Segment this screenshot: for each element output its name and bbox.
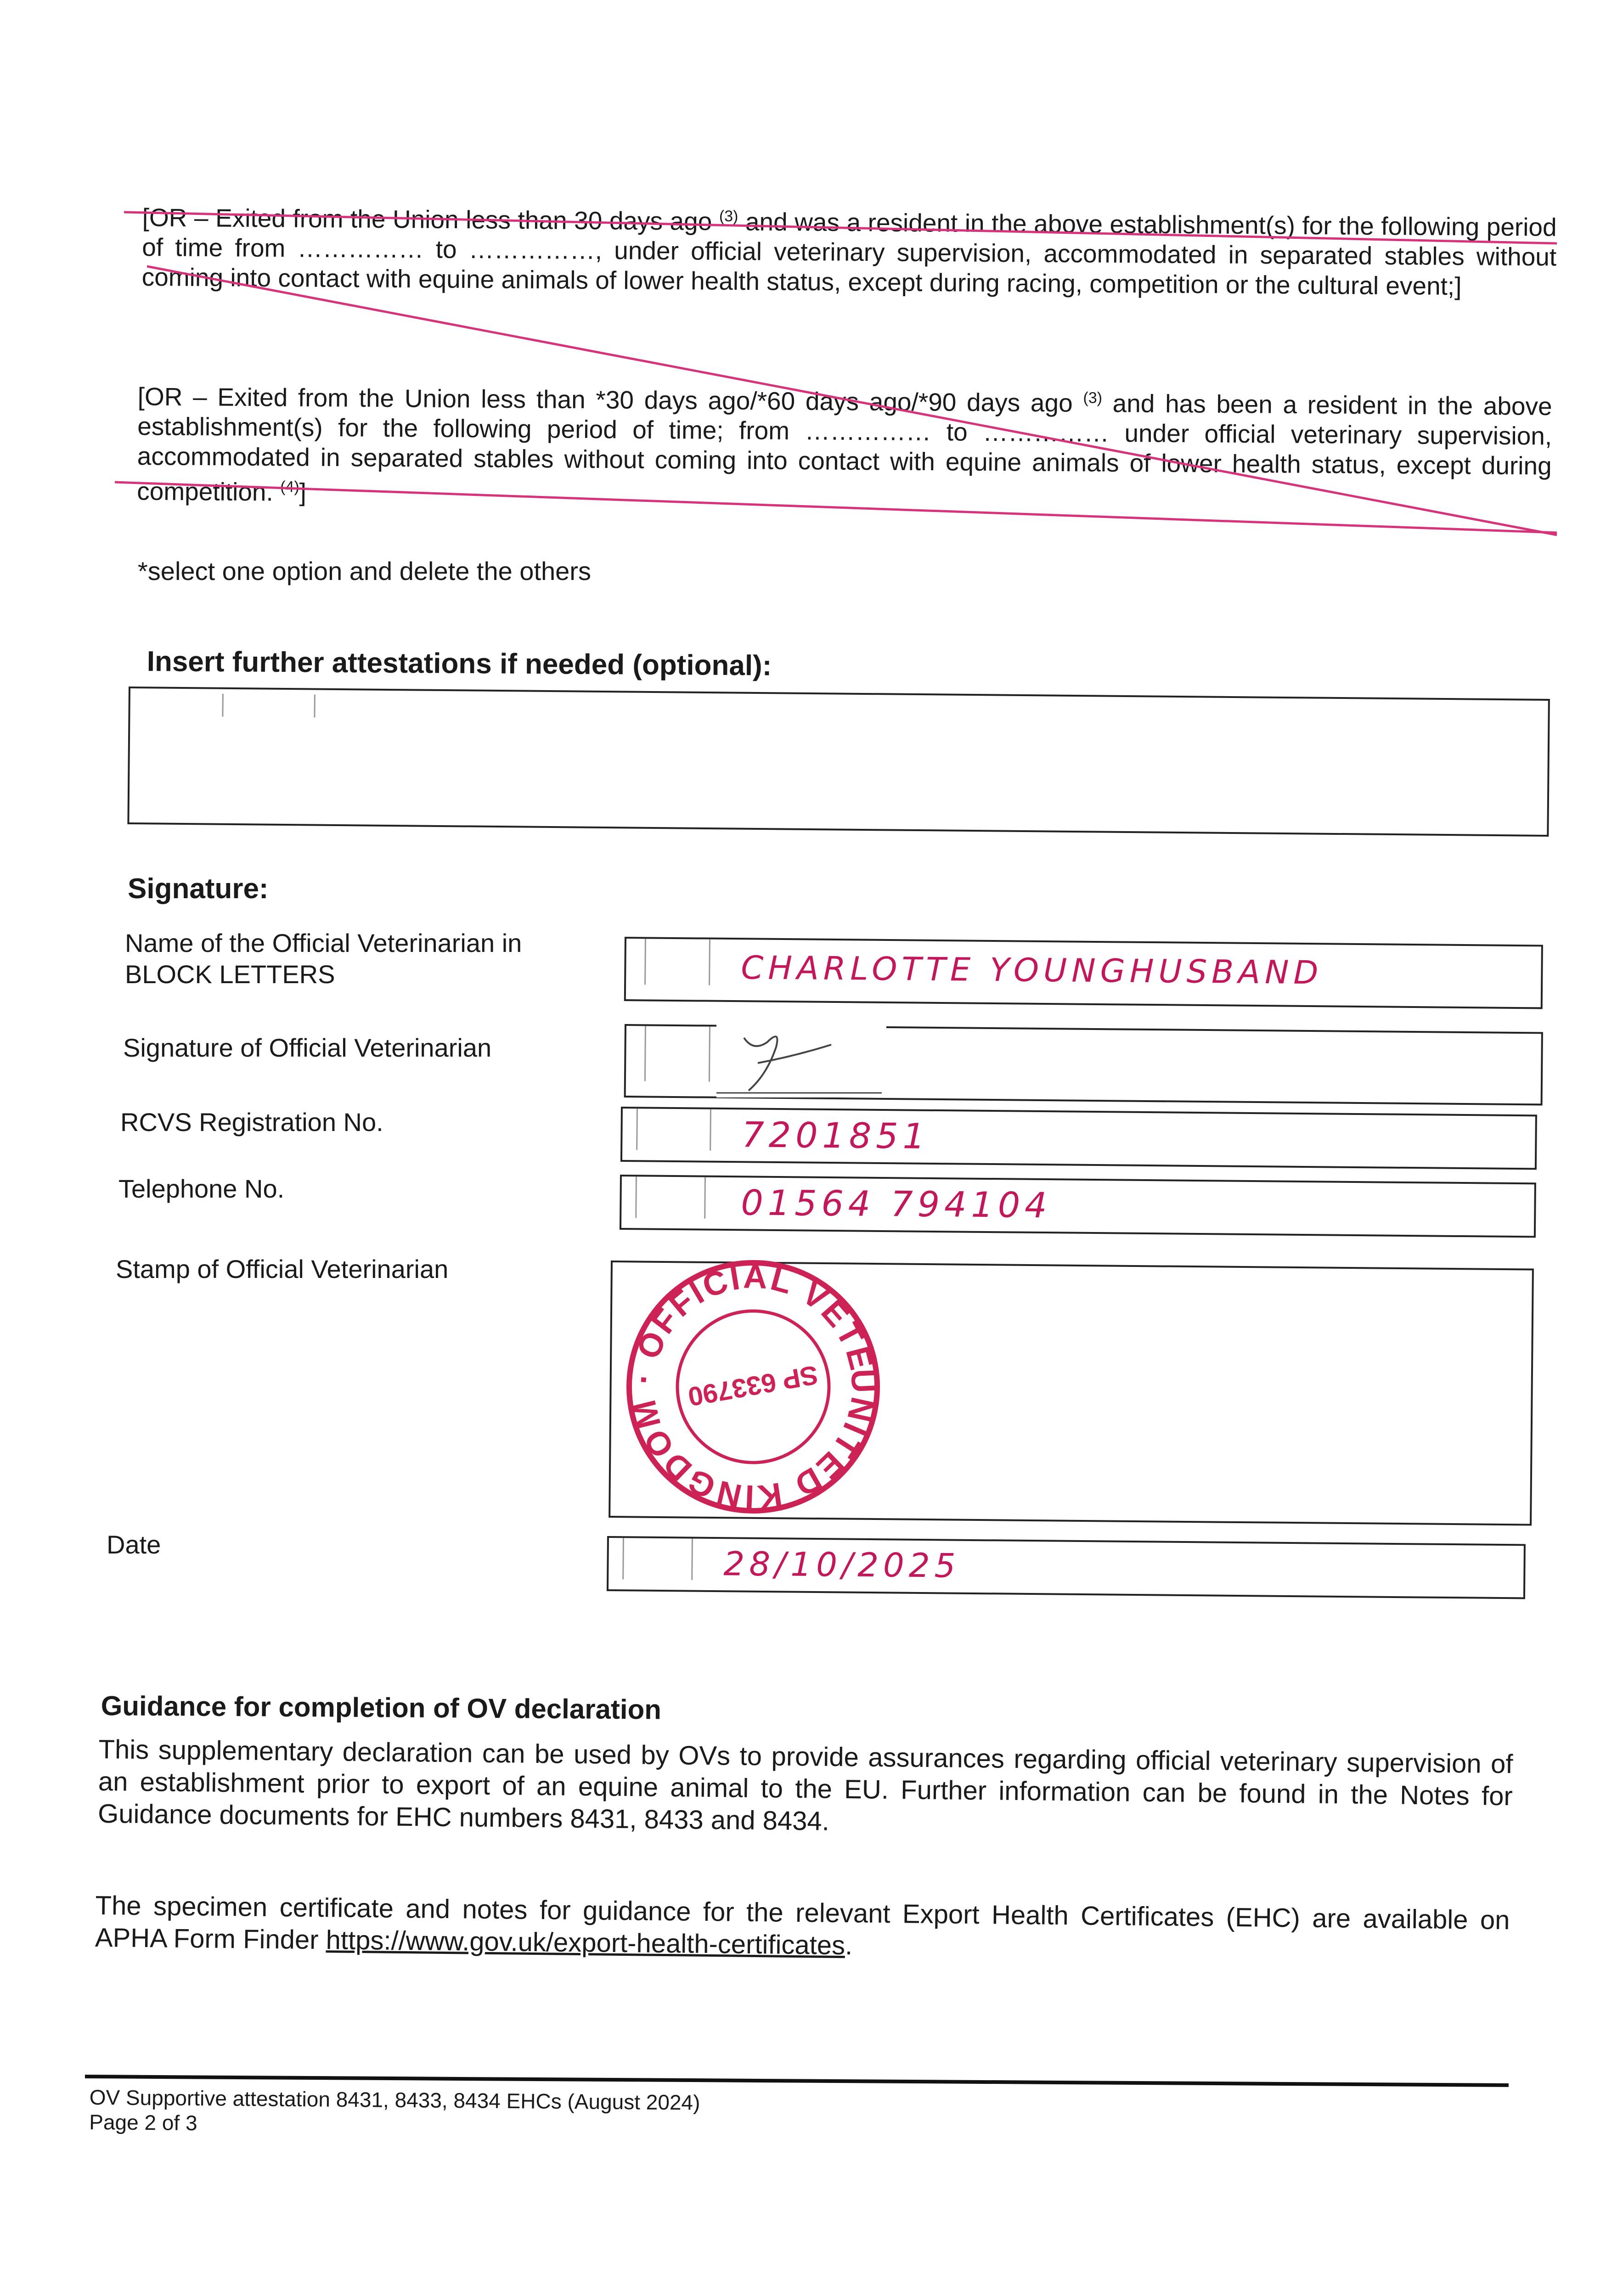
footer-rule bbox=[85, 2075, 1509, 2087]
footer-title: OV Supportive attestation 8431, 8433, 8434 EHCs (August 2024) bbox=[89, 2085, 700, 2115]
name-label bbox=[125, 928, 522, 990]
option-c-text-2: and has been a resident in the above establishment(s) for the following period of time; from …………… to …………… under official veterinary supervision, accommodated in separated stables without coming into contact with equine animals of lower health status, except during competition. bbox=[137, 388, 1552, 506]
guidance-heading: Guidance for completion of OV declaration bbox=[101, 1690, 662, 1725]
strike-line-option-c bbox=[115, 482, 1557, 533]
signature-label: Signature of Official Veterinarian bbox=[123, 1033, 492, 1062]
select-note: *select one option and delete the others bbox=[138, 557, 591, 585]
name-value-handwriting: CHARLOTTE YOUNGHUSBAND bbox=[741, 949, 1323, 992]
signature-scribble bbox=[716, 1010, 891, 1102]
date-field[interactable] bbox=[607, 1536, 1526, 1599]
official-veterinarian-stamp bbox=[615, 1249, 891, 1525]
footer bbox=[89, 2085, 700, 2140]
guidance-text-2: The specimen certificate and notes for guidance for the relevant Export Health Certificates (EHC) are available on APHA Form Finder bbox=[95, 1891, 1510, 1955]
option-c-sup-1: (3) bbox=[1083, 389, 1103, 407]
strike-line-option-b bbox=[124, 212, 1557, 243]
name-label-line-2: BLOCK LETTERS bbox=[125, 960, 335, 989]
option-b-text-1: [OR – Exited from the Union less than 30 days ago bbox=[142, 203, 720, 236]
further-attestations-box[interactable] bbox=[127, 687, 1550, 837]
signature-heading: Signature: bbox=[128, 873, 269, 905]
option-c-text-1: [OR – Exited from the Union less than *30 days ago/*60 days ago/*90 days ago bbox=[137, 382, 1083, 417]
name-label-line-1: Name of the Official Veterinarian in bbox=[125, 929, 522, 957]
telephone-value-handwriting: 01564 794104 bbox=[741, 1182, 1052, 1226]
option-c-sup-2: (4) bbox=[280, 478, 299, 496]
option-b-sup: (3) bbox=[719, 207, 738, 225]
further-attestations-heading: Insert further attestations if needed (optional): bbox=[147, 646, 772, 682]
telephone-field[interactable] bbox=[620, 1175, 1536, 1238]
guidance-paragraph-2 bbox=[95, 1890, 1510, 1969]
name-field[interactable] bbox=[624, 937, 1543, 1009]
stamp-label: Stamp of Official Veterinarian bbox=[116, 1255, 449, 1283]
option-b-text-2: and was a resident in the above establishment(s) for the following period of time from …………… to ……………, under official veterinary supervision, accommodated in separated stables without coming into contact with equine animals of lower health status, except during racing, competition or the cultural event;] bbox=[141, 207, 1557, 301]
strike-diagonal bbox=[147, 266, 1557, 535]
option-c-text-3: ] bbox=[299, 478, 307, 507]
guidance-paragraph-1 bbox=[98, 1733, 1513, 1845]
strikethrough-marks bbox=[0, 0, 1623, 574]
telephone-label: Telephone No. bbox=[118, 1174, 285, 1203]
date-value-handwriting: 28/10/2025 bbox=[723, 1544, 960, 1585]
rcvs-label: RCVS Registration No. bbox=[120, 1108, 383, 1137]
stamp-ring-text: UNITED KINGDOM · OFFICIAL VETERINARIAN bbox=[625, 1258, 882, 1516]
page-number: Page 2 of 3 bbox=[89, 2110, 197, 2135]
form-finder-link[interactable]: https://www.gov.uk/export-health-certificates bbox=[326, 1925, 845, 1961]
rcvs-value-handwriting: 7201851 bbox=[742, 1114, 930, 1157]
guidance-text-1: This supplementary declaration can be used by OVs to provide assurances regarding official veterinary supervision of an establishment prior to export of an equine animal to the EU. Further information can be found in the Notes for Guidance documents for EHC numbers 8431, 8433 and 8434. bbox=[97, 1734, 1513, 1836]
guidance-text-2-end: . bbox=[845, 1930, 853, 1961]
stamp-center-text: SP 633790 bbox=[686, 1359, 821, 1412]
date-label: Date bbox=[107, 1530, 161, 1559]
rcvs-field[interactable] bbox=[620, 1107, 1537, 1170]
